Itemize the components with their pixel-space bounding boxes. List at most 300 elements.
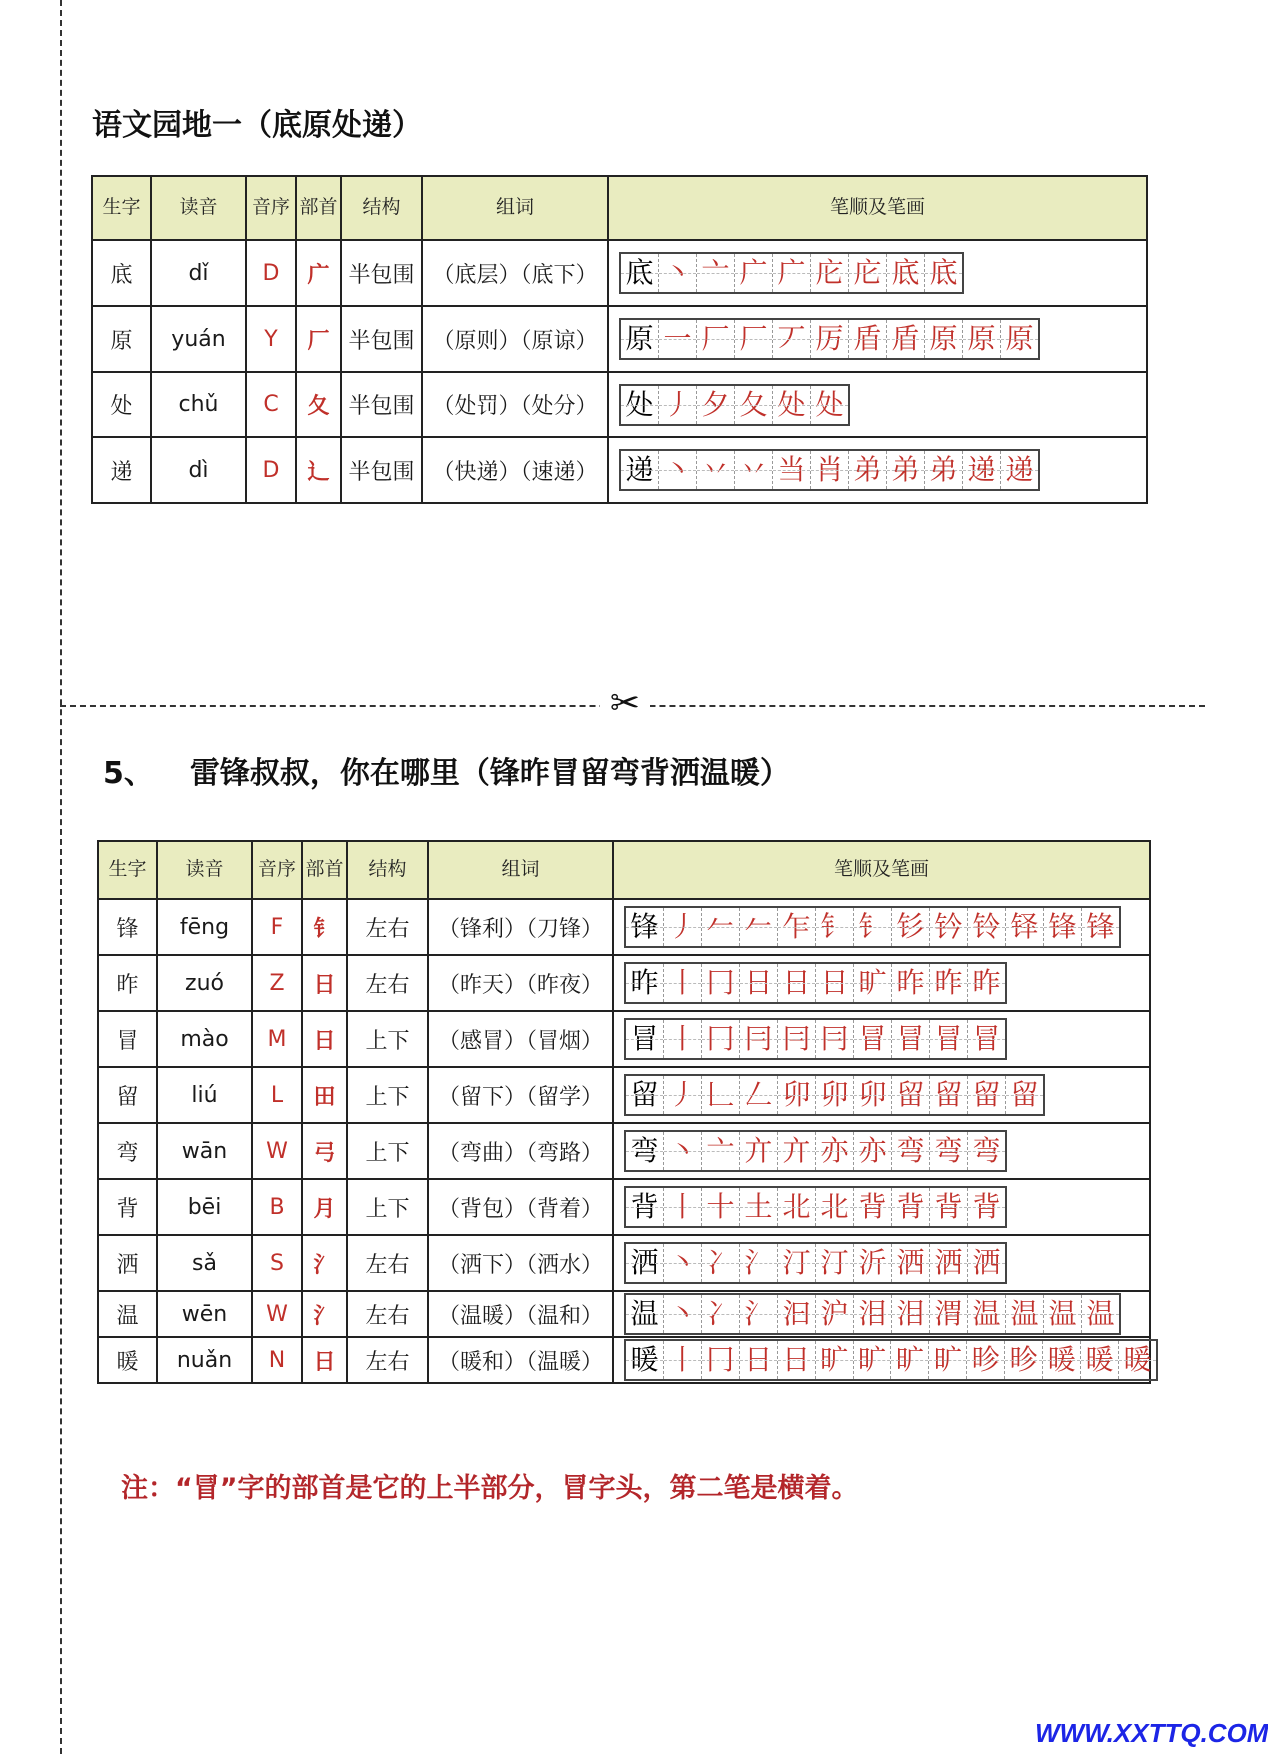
stroke-glyph: 氵 xyxy=(744,1246,773,1279)
header-words: 组词 xyxy=(422,176,608,240)
stroke-glyph: 冃 xyxy=(820,1022,849,1055)
structure-cell: 半包围 xyxy=(341,437,422,503)
stroke-glyph: 温 xyxy=(1010,1297,1039,1330)
stroke-glyph: 铃 xyxy=(972,910,1001,943)
letter-cell: Z xyxy=(252,955,302,1011)
radical-cell: 日 xyxy=(302,1011,347,1067)
stroke-step xyxy=(702,1295,740,1333)
stroke-char xyxy=(626,1341,664,1379)
stroke-glyph: 丨 xyxy=(668,1343,697,1376)
stroke-glyph: 亣 xyxy=(782,1134,811,1167)
table-header xyxy=(92,176,1147,240)
header-char: 生字 xyxy=(92,176,151,240)
stroke-step xyxy=(816,1132,854,1170)
stroke-step xyxy=(968,964,1005,1002)
stroke-step xyxy=(968,1076,1006,1114)
table-row xyxy=(92,240,1147,306)
stroke-step xyxy=(811,386,848,424)
stroke-glyph: 冃 xyxy=(744,1022,773,1055)
pinyin-cell: wān xyxy=(157,1123,252,1179)
stroke-glyph: 丶 xyxy=(668,1297,697,1330)
stroke-step xyxy=(664,1020,702,1058)
stroke-glyph: 泪 xyxy=(858,1297,887,1330)
stroke-glyph: 厂 xyxy=(739,322,768,355)
table-row xyxy=(92,306,1147,372)
stroke-grid xyxy=(619,318,1040,360)
char-cell: 冒 xyxy=(98,1011,157,1067)
pinyin-cell: nuǎn xyxy=(157,1337,252,1383)
section2-title xyxy=(103,748,790,792)
stroke-step xyxy=(811,254,849,292)
char-cell: 留 xyxy=(98,1067,157,1123)
stroke-glyph: 留 xyxy=(934,1078,963,1111)
structure-cell: 左右 xyxy=(347,1235,428,1291)
words-cell: （暖和）（温暖） xyxy=(428,1337,613,1383)
pinyin-cell: sǎ xyxy=(157,1235,252,1291)
stroke-grid xyxy=(624,1293,1121,1335)
section1-title: 语文园地一（底原处递） xyxy=(92,108,422,143)
words-cell: （温暖）（温和） xyxy=(428,1291,613,1337)
stroke-step xyxy=(816,1188,854,1226)
stroke-step xyxy=(849,320,887,358)
stroke-glyph: 丨 xyxy=(668,966,697,999)
pinyin-cell: chǔ xyxy=(151,372,246,437)
stroke-order-cell xyxy=(613,1337,1150,1383)
table-row xyxy=(92,437,1147,503)
stroke-glyph: 庀 xyxy=(853,256,882,289)
letter-cell: W xyxy=(252,1291,302,1337)
letter-cell: C xyxy=(246,372,296,437)
stroke-step xyxy=(1006,1295,1044,1333)
stroke-step xyxy=(664,908,702,946)
stroke-step xyxy=(740,1295,778,1333)
stroke-step xyxy=(778,1020,816,1058)
stroke-glyph: 日 xyxy=(782,1343,811,1376)
stroke-step xyxy=(702,1188,740,1226)
pinyin-cell: zuó xyxy=(157,955,252,1011)
stroke-glyph: 递 xyxy=(625,453,654,486)
stroke-glyph: 庀 xyxy=(815,256,844,289)
char-cell: 暖 xyxy=(98,1337,157,1383)
stroke-step xyxy=(892,964,930,1002)
stroke-step xyxy=(659,254,697,292)
stroke-step xyxy=(778,1341,816,1379)
table-row xyxy=(98,1179,1150,1235)
stroke-step xyxy=(702,964,740,1002)
char-cell: 背 xyxy=(98,1179,157,1235)
stroke-glyph: 暖 xyxy=(1123,1343,1152,1376)
stroke-step xyxy=(968,1188,1005,1226)
structure-cell: 上下 xyxy=(347,1123,428,1179)
stroke-glyph: 铎 xyxy=(1010,910,1039,943)
stroke-glyph: 丿 xyxy=(663,387,692,421)
stroke-char xyxy=(626,1020,664,1058)
stroke-step xyxy=(925,451,963,489)
stroke-glyph: 汀 xyxy=(820,1246,849,1279)
header-strokes: 笔顺及笔画 xyxy=(608,176,1147,240)
stroke-step xyxy=(1001,451,1038,489)
stroke-char xyxy=(621,254,659,292)
header-pinyin: 读音 xyxy=(157,841,252,899)
binding-margin-line xyxy=(60,0,62,1754)
footnote: 注：“冒”字的部首是它的上半部分，冒字头，第二笔是横着。 xyxy=(121,1473,859,1504)
letter-cell: B xyxy=(252,1179,302,1235)
stroke-glyph: 汩 xyxy=(782,1297,811,1330)
char-cell: 昨 xyxy=(98,955,157,1011)
stroke-glyph: 丷 xyxy=(739,453,768,486)
stroke-step xyxy=(967,1341,1005,1379)
stroke-glyph: 底 xyxy=(891,256,920,289)
pinyin-cell: dǐ xyxy=(151,240,246,306)
stroke-step xyxy=(740,1244,778,1282)
words-cell: （底层）（底下） xyxy=(422,240,608,306)
stroke-glyph: 留 xyxy=(972,1078,1001,1111)
stroke-step xyxy=(735,386,773,424)
stroke-step xyxy=(891,1341,929,1379)
structure-cell: 左右 xyxy=(347,1291,428,1337)
stroke-glyph: 原 xyxy=(625,322,654,355)
stroke-step xyxy=(811,451,849,489)
stroke-step xyxy=(892,1188,930,1226)
stroke-grid xyxy=(619,384,850,426)
table-row xyxy=(92,372,1147,437)
stroke-glyph: 𠂉 xyxy=(706,910,735,943)
stroke-step xyxy=(968,1020,1005,1058)
char-cell: 洒 xyxy=(98,1235,157,1291)
stroke-glyph: 亦 xyxy=(858,1134,887,1167)
stroke-step xyxy=(778,964,816,1002)
pinyin-cell: liú xyxy=(157,1067,252,1123)
stroke-glyph: 冒 xyxy=(630,1022,659,1055)
structure-cell: 上下 xyxy=(347,1011,428,1067)
stroke-step xyxy=(816,1341,854,1379)
stroke-glyph: 旷 xyxy=(820,1343,849,1376)
scissors-icon: ✂ xyxy=(600,684,650,724)
stroke-order-cell xyxy=(613,1067,1150,1123)
radical-cell: 日 xyxy=(302,1337,347,1383)
stroke-step xyxy=(1119,1341,1156,1379)
stroke-glyph: 旷 xyxy=(933,1343,962,1376)
stroke-step xyxy=(930,1295,968,1333)
stroke-step xyxy=(702,1341,740,1379)
stroke-step xyxy=(740,964,778,1002)
stroke-glyph: 卯 xyxy=(858,1078,887,1111)
stroke-grid xyxy=(624,1242,1007,1284)
stroke-order-cell xyxy=(608,240,1147,306)
stroke-glyph: 日 xyxy=(744,966,773,999)
stroke-step xyxy=(854,1341,892,1379)
header-structure: 结构 xyxy=(347,841,428,899)
stroke-char xyxy=(621,386,659,424)
stroke-step xyxy=(930,1076,968,1114)
stroke-glyph: 弟 xyxy=(929,453,958,486)
stroke-step xyxy=(659,451,697,489)
radical-cell: 钅 xyxy=(302,899,347,955)
radical-cell: 弓 xyxy=(302,1123,347,1179)
stroke-step xyxy=(702,1244,740,1282)
stroke-glyph: 当 xyxy=(777,453,806,486)
stroke-step xyxy=(735,320,773,358)
stroke-step xyxy=(854,1020,892,1058)
stroke-grid xyxy=(619,252,964,294)
stroke-glyph: 丶 xyxy=(668,1246,697,1279)
stroke-step xyxy=(664,1295,702,1333)
stroke-glyph: 背 xyxy=(630,1190,659,1223)
stroke-step xyxy=(778,908,816,946)
header-radical: 部首 xyxy=(296,176,341,240)
stroke-glyph: 冒 xyxy=(896,1022,925,1055)
letter-cell: S xyxy=(252,1235,302,1291)
stroke-step xyxy=(1082,908,1119,946)
header-pinyin: 读音 xyxy=(151,176,246,240)
stroke-glyph: 丿 xyxy=(668,910,697,943)
stroke-glyph: 沪 xyxy=(820,1297,849,1330)
stroke-grid xyxy=(619,449,1040,491)
radical-cell: 厂 xyxy=(296,306,341,372)
stroke-glyph: 暖 xyxy=(1085,1343,1114,1376)
stroke-step xyxy=(773,386,811,424)
stroke-glyph: 泪 xyxy=(896,1297,925,1330)
radical-cell: 月 xyxy=(302,1179,347,1235)
stroke-step xyxy=(1044,908,1082,946)
stroke-char xyxy=(626,1188,664,1226)
stroke-order-cell xyxy=(608,306,1147,372)
stroke-glyph: 𠂉 xyxy=(744,910,773,943)
stroke-glyph: 处 xyxy=(777,387,806,421)
stroke-glyph: 背 xyxy=(858,1190,887,1223)
stroke-glyph: 旷 xyxy=(857,1343,886,1376)
stroke-glyph: 冒 xyxy=(858,1022,887,1055)
stroke-glyph: 丨 xyxy=(668,1022,697,1055)
stroke-glyph: 亦 xyxy=(820,1134,849,1167)
radical-cell: 广 xyxy=(296,240,341,306)
stroke-step xyxy=(697,254,735,292)
stroke-step xyxy=(702,1132,740,1170)
stroke-step xyxy=(664,1076,702,1114)
stroke-step xyxy=(1082,1295,1119,1333)
words-cell: （处罚）（处分） xyxy=(422,372,608,437)
stroke-step xyxy=(930,1020,968,1058)
stroke-grid xyxy=(624,906,1121,948)
stroke-step xyxy=(854,1244,892,1282)
stroke-step xyxy=(740,1076,778,1114)
stroke-order-cell xyxy=(608,437,1147,503)
stroke-glyph: 背 xyxy=(972,1190,1001,1223)
letter-cell: L xyxy=(252,1067,302,1123)
stroke-char xyxy=(626,1244,664,1282)
words-cell: （快递）（速递） xyxy=(422,437,608,503)
stroke-glyph: 锋 xyxy=(630,910,659,943)
stroke-step xyxy=(778,1295,816,1333)
stroke-step xyxy=(930,1244,968,1282)
table-row xyxy=(98,1291,1150,1337)
stroke-char xyxy=(626,1295,664,1333)
table-row xyxy=(98,1011,1150,1067)
header-char: 生字 xyxy=(98,841,157,899)
structure-cell: 半包围 xyxy=(341,240,422,306)
stroke-glyph: 洒 xyxy=(972,1246,1001,1279)
stroke-glyph: 锋 xyxy=(1086,910,1115,943)
words-cell: （原则）（原谅） xyxy=(422,306,608,372)
letter-cell: F xyxy=(252,899,302,955)
stroke-step xyxy=(963,320,1001,358)
stroke-glyph: 温 xyxy=(1086,1297,1115,1330)
stroke-step xyxy=(892,1295,930,1333)
header-words: 组词 xyxy=(428,841,613,899)
header-structure: 结构 xyxy=(341,176,422,240)
header-strokes: 笔顺及笔画 xyxy=(613,841,1150,899)
stroke-step xyxy=(930,964,968,1002)
stroke-step xyxy=(816,1295,854,1333)
stroke-glyph: 卯 xyxy=(782,1078,811,1111)
stroke-glyph: 日 xyxy=(744,1343,773,1376)
stroke-step xyxy=(854,908,892,946)
stroke-step xyxy=(778,1076,816,1114)
stroke-step xyxy=(963,451,1001,489)
stroke-step xyxy=(887,254,925,292)
stroke-glyph: 递 xyxy=(967,453,996,486)
stroke-glyph: 洒 xyxy=(630,1246,659,1279)
stroke-glyph: 乍 xyxy=(782,910,811,943)
stroke-step xyxy=(854,1132,892,1170)
stroke-step xyxy=(740,1188,778,1226)
stroke-grid xyxy=(624,1018,1007,1060)
stroke-step xyxy=(816,1244,854,1282)
stroke-char xyxy=(626,1076,664,1114)
stroke-glyph: 冫 xyxy=(706,1297,735,1330)
stroke-glyph: 原 xyxy=(929,322,958,355)
stroke-step xyxy=(1001,320,1038,358)
structure-cell: 左右 xyxy=(347,899,428,955)
stroke-glyph: 丶 xyxy=(663,256,692,289)
stroke-step xyxy=(925,254,962,292)
words-cell: （锋利）（刀锋） xyxy=(428,899,613,955)
stroke-step xyxy=(702,908,740,946)
stroke-step xyxy=(854,1295,892,1333)
stroke-glyph: 背 xyxy=(934,1190,963,1223)
stroke-glyph: 广 xyxy=(739,256,768,289)
stroke-step xyxy=(697,451,735,489)
stroke-glyph: 丿 xyxy=(668,1078,697,1111)
stroke-glyph: 底 xyxy=(929,256,958,289)
stroke-step xyxy=(892,1244,930,1282)
table-row xyxy=(98,899,1150,955)
stroke-step xyxy=(1044,1295,1082,1333)
stroke-glyph: 𠃋 xyxy=(744,1078,773,1111)
stroke-step xyxy=(664,1132,702,1170)
stroke-step xyxy=(773,320,811,358)
structure-cell: 上下 xyxy=(347,1067,428,1123)
letter-cell: D xyxy=(246,240,296,306)
table-row xyxy=(98,1235,1150,1291)
letter-cell: W xyxy=(252,1123,302,1179)
stroke-glyph: 留 xyxy=(630,1078,659,1111)
letter-cell: N xyxy=(252,1337,302,1383)
stroke-glyph: 丶 xyxy=(668,1134,697,1167)
stroke-char xyxy=(621,320,659,358)
char-cell: 弯 xyxy=(98,1123,157,1179)
stroke-step xyxy=(735,451,773,489)
stroke-glyph: 原 xyxy=(967,322,996,355)
stroke-glyph: 冃 xyxy=(782,1022,811,1055)
stroke-glyph: 日 xyxy=(782,966,811,999)
stroke-glyph: 𠃊 xyxy=(706,1078,735,1111)
stroke-step xyxy=(659,320,697,358)
pinyin-cell: bēi xyxy=(157,1179,252,1235)
radical-cell: 辶 xyxy=(296,437,341,503)
stroke-order-cell xyxy=(608,372,1147,437)
stroke-glyph: 亠 xyxy=(701,256,730,289)
stroke-step xyxy=(702,1020,740,1058)
stroke-glyph: 汀 xyxy=(782,1246,811,1279)
stroke-glyph: 处 xyxy=(815,387,844,421)
stroke-step xyxy=(854,1076,892,1114)
words-cell: （昨天）（昨夜） xyxy=(428,955,613,1011)
structure-cell: 左右 xyxy=(347,955,428,1011)
stroke-grid xyxy=(624,1339,1158,1381)
stroke-glyph: 盾 xyxy=(891,322,920,355)
stroke-step xyxy=(740,908,778,946)
stroke-glyph: 亣 xyxy=(744,1134,773,1167)
words-cell: （感冒）（冒烟） xyxy=(428,1011,613,1067)
stroke-step xyxy=(816,1020,854,1058)
stroke-glyph: 肖 xyxy=(815,453,844,486)
stroke-step xyxy=(1006,908,1044,946)
stroke-glyph: 土 xyxy=(744,1190,773,1223)
section2-number: 5、 xyxy=(103,756,154,791)
stroke-glyph: 旷 xyxy=(858,966,887,999)
stroke-step xyxy=(778,1244,816,1282)
letter-cell: D xyxy=(246,437,296,503)
stroke-step xyxy=(664,964,702,1002)
stroke-glyph: 暖 xyxy=(1047,1343,1076,1376)
char-cell: 底 xyxy=(92,240,151,306)
section2-title-text: 雷锋叔叔，你在哪里（锋昨冒留弯背洒温暖） xyxy=(189,756,790,791)
stroke-glyph: 昨 xyxy=(934,966,963,999)
stroke-glyph: 洒 xyxy=(934,1246,963,1279)
stroke-glyph: 夂 xyxy=(739,387,768,421)
pinyin-cell: mào xyxy=(157,1011,252,1067)
pinyin-cell: yuán xyxy=(151,306,246,372)
stroke-glyph: 钅 xyxy=(858,910,887,943)
stroke-glyph: 北 xyxy=(820,1190,849,1223)
stroke-step xyxy=(887,451,925,489)
stroke-glyph: 冂 xyxy=(706,966,735,999)
stroke-glyph: 弯 xyxy=(934,1134,963,1167)
stroke-step xyxy=(892,1132,930,1170)
stroke-step xyxy=(930,908,968,946)
words-cell: （留下）（留学） xyxy=(428,1067,613,1123)
stroke-order-cell xyxy=(613,955,1150,1011)
stroke-order-cell xyxy=(613,899,1150,955)
table-header xyxy=(98,841,1150,899)
char-cell: 原 xyxy=(92,306,151,372)
stroke-step xyxy=(849,254,887,292)
stroke-step xyxy=(930,1188,968,1226)
stroke-glyph: 昨 xyxy=(972,966,1001,999)
table-row xyxy=(98,1337,1150,1383)
stroke-step xyxy=(968,1295,1006,1333)
stroke-step xyxy=(892,1076,930,1114)
stroke-glyph: 昣 xyxy=(1009,1343,1038,1376)
stroke-step xyxy=(892,1020,930,1058)
stroke-step xyxy=(740,1341,778,1379)
stroke-glyph: 弯 xyxy=(896,1134,925,1167)
stroke-glyph: 氵 xyxy=(744,1297,773,1330)
radical-cell: 田 xyxy=(302,1067,347,1123)
stroke-step xyxy=(1005,1341,1043,1379)
stroke-step xyxy=(735,254,773,292)
